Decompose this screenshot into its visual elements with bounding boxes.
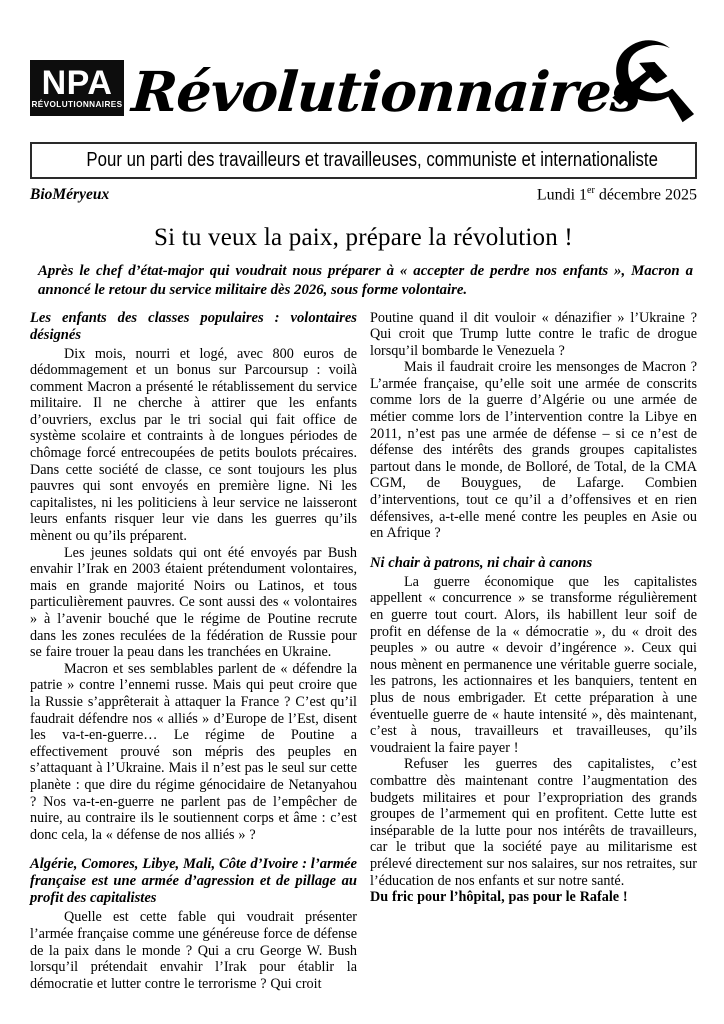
dateline — [537, 185, 697, 204]
body-paragraph: Macron et ses semblables parlent de « défendre la patrie » contre l’ennemi russe. Mais qui peut croire que la Russie s’apprêterait à attaquer la France ? C’est qu’il faudrait défendre nos « alliés » d’Europe de l’Est, disent les va-t-en-guerre… Le régime de Poutine a effectivement prouvé son mépris des peuples en s’attaquant à l’Ukraine. Mais il n’est pas le seul sur cette planète : que dire du régime génocidaire de Netanyahou ? Nos va-t-en-guerre ne parlent pas de l’empêcher de nuire, au contraire ils le soutiennent corps et âme : c’est donc cela, la « défense de nos alliés » ? — [30, 660, 357, 843]
body-paragraph: Les jeunes soldats qui ont été envoyés par Bush envahir l’Irak en 2003 étaient prétendument volontaires, mais en grande majorité Noirs ou Latinos, et tous particulièrement pauvres. Ce sont aussi des « volontaires » à l’avenir bouché que le régime de Poutine recrute dans les zones reculées de la fédération de Russie pour se faire trouer la peau dans les tranchées en Ukraine. — [30, 544, 357, 661]
section-heading: Algérie, Comores, Libye, Mali, Côte d’Ivoire : l’armée française est une armée d’agression et de pillage au profit des capitalistes — [30, 856, 357, 907]
body-paragraph: Dix mois, nourri et logé, avec 800 euros de dédommagement et un bonus sur Parcoursup : voilà comment Macron a présenté le rétablissement du service militaire. Il ne cherche à attirer que les enfants d’ouvriers, exclus par le tri social qui fait office de système scolaire et contraints à de longues périodes de chômage forcé entrecoupées de petits boulots précaires. Dans cette société de classe, ce sont toujours les plus pauvres qui sont envoyés en première ligne. Ni les capitalistes, ni les politiciens à leur service ne laisseront leurs enfants risquer leur vie dans les guerres qu’ils mènent ou qu’ils préparent. — [30, 345, 357, 545]
left-column — [30, 310, 357, 993]
section-heading: Ni chair à patrons, ni chair à canons — [370, 554, 593, 571]
banner-slogan-text: Pour un parti des travailleurs et travailleuses, communiste et internationaliste — [86, 149, 658, 171]
section-heading: Les enfants des classes populaires : volontaires désignés — [30, 309, 357, 343]
body-paragraph: Poutine quand il dit vouloir « dénazifier » l’Ukraine ? Qui croit que Trump lutte contre le trafic de drogue lorsqu’il bombarde le Venezuela ? — [370, 309, 697, 359]
body-paragraph: Refuser les guerres des capitalistes, c’est combattre dès maintenant contre l’augmentation des budgets militaires et pour l’expropriation des grands groupes de l’armement qui en profitent. Cette lutte est inséparable de la lutte pour nos intérêts de travailleurs, car le tribut que la société paye au militarisme est prélevé directement sur nos salaires, sur nos retraites, sur l’éducation de nos enfants et sur notre santé. — [370, 756, 697, 889]
masthead — [30, 0, 703, 150]
article-title: Si tu veux la paix, prépare la révolution ! — [154, 224, 573, 252]
article-body — [30, 310, 697, 993]
date-prefix: Lundi 1 — [536, 186, 588, 204]
npa-logo-acronym: NPA — [41, 63, 113, 102]
body-paragraph: Mais il faudrait croire les mensonges de Macron ? L’armée française, qu’elle soit une armée de conscrits comme lors de la guerre d’Algérie ou une armée de métier comme lors de l’intervention contre la Libye en 2011, n’est pas une armée de défense – si ce n’est de défense des intérêts des grands groupes capitalistes partout dans le monde, de Bolloré, de Total, de la CMA CGM, de Bouygues, de Lafarge. Combien d’interventions, tout ce qu’il a d’offensives et en rien défensives, a-t-elle mené contre les peuples en Asie ou en Afrique ? — [370, 359, 697, 542]
date-ordinal: er — [587, 185, 595, 196]
byline: BioMéryeux — [30, 186, 110, 204]
meta-row — [30, 185, 697, 204]
body-paragraph: La guerre économique que les capitalistes appellent « concurrence » se transforme régulièrement en guerre tout court. Alors, ils habillent leur soif de profit en défense de la « démocratie », du « droit des peuples » ou autre « devoir d’ingérence ». Ceux qui nous mènent en permanence une véritable guerre sociale, les patrons, les actionnaires et les banquiers, tentent en plus de nous embrigader. Et cette préparation à une éventuelle guerre de « haute intensité », dès maintenant, c’est à nous, travailleurs et travailleuses, qu’ils voudraient la faire payer ! — [370, 573, 697, 756]
article-lede: Après le chef d’état-major qui voudrait nous préparer à « accepter de perdre nos enfants », Macron a annoncé le retour du service militaire dès 2026, sous forme volontaire. — [38, 263, 693, 298]
right-column — [370, 310, 697, 993]
npa-logo-subtitle: RÉVOLUTIONNAIRES — [31, 99, 123, 109]
date-suffix: décembre 2025 — [594, 186, 697, 204]
hammer-and-sickle-icon: ☭ — [602, 19, 703, 149]
body-paragraph: Quelle est cette fable qui voudrait présenter l’armée française comme une généreuse force de défense de la paix dans le monde ? Qui a cru George W. Bush lorsqu’il prétendait envahir l’Irak pour établir la démocratie et lutter contre le terrorisme ? Qui croit — [30, 909, 357, 992]
slogan-line: Du fric pour l’hôpital, pas pour le Rafale ! — [370, 889, 628, 906]
npa-logo — [30, 60, 124, 116]
masthead-title: Révolutionnaires — [129, 59, 643, 124]
